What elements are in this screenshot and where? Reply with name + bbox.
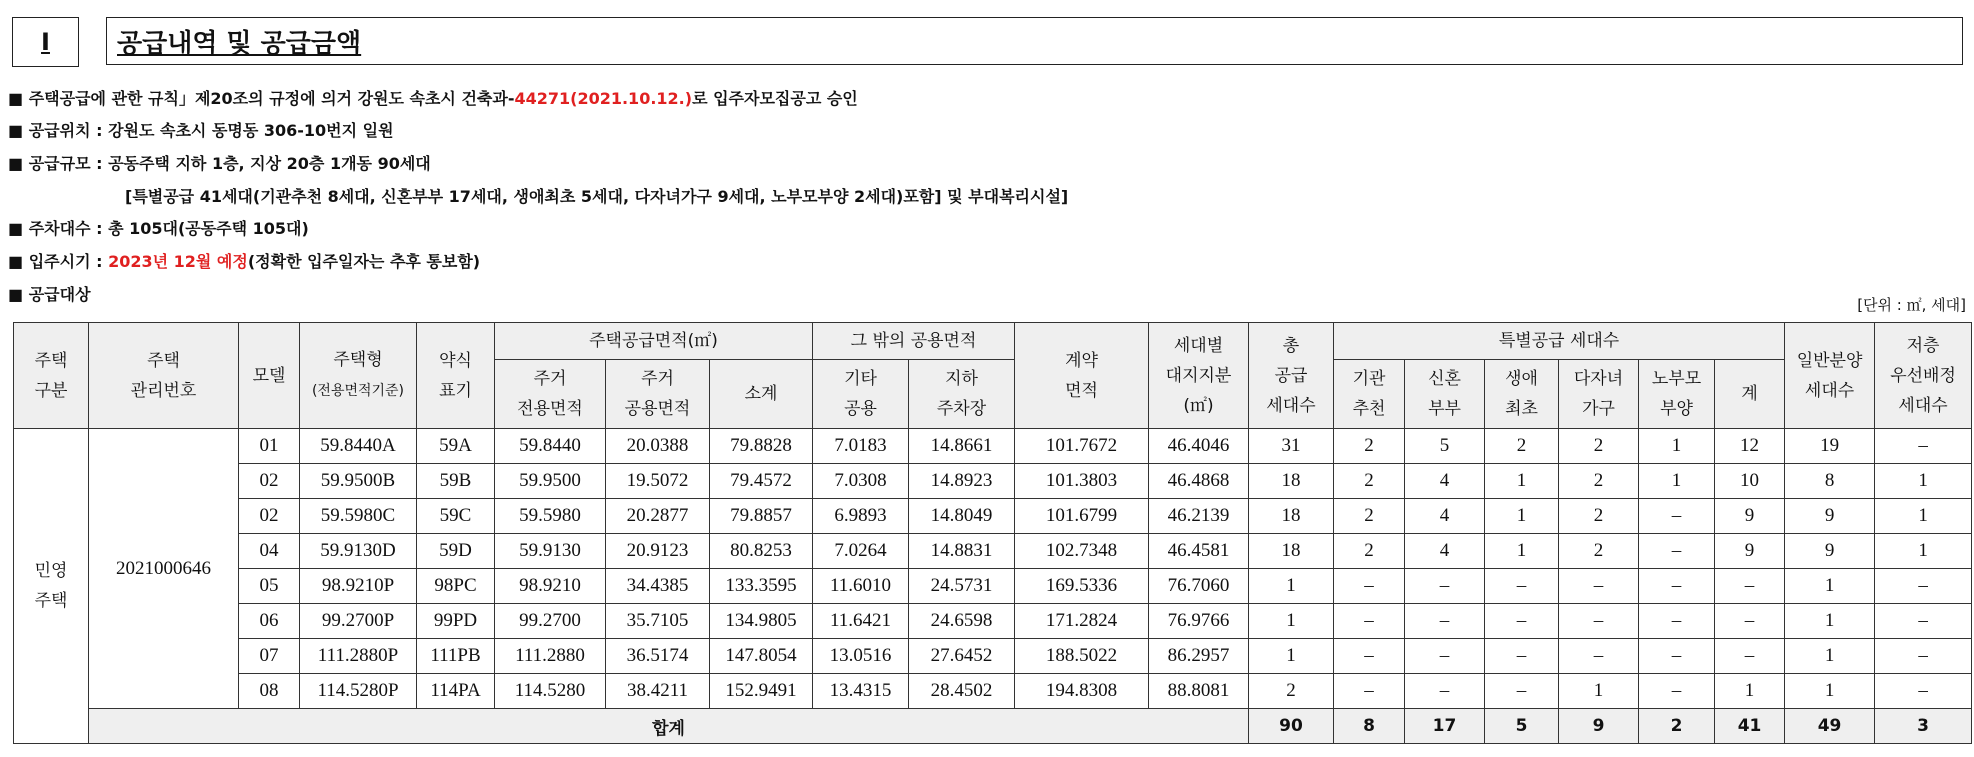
table-cell: 1 xyxy=(1715,674,1785,709)
table-cell: 1 xyxy=(1875,464,1972,499)
table-cell: 13.0516 xyxy=(813,639,909,674)
table-cell: 2 xyxy=(1559,534,1639,569)
bullet-marker: ■ xyxy=(8,252,24,271)
table-cell: – xyxy=(1639,674,1715,709)
table-cell: 19 xyxy=(1785,429,1875,464)
table-cell: 101.6799 xyxy=(1015,499,1149,534)
table-cell: 98.9210P xyxy=(300,569,417,604)
table-cell: 9 xyxy=(1785,534,1875,569)
table-cell: 4 xyxy=(1405,464,1485,499)
table-cell: 08 xyxy=(239,674,300,709)
table-cell: 1 xyxy=(1875,499,1972,534)
table-cell: 38.4211 xyxy=(606,674,710,709)
table-cell: 147.8054 xyxy=(710,639,813,674)
table-cell: 11.6421 xyxy=(813,604,909,639)
bullet-text: 공급대상 xyxy=(28,285,91,304)
table-cell: – xyxy=(1405,569,1485,604)
table-cell: 1 xyxy=(1485,534,1559,569)
table-cell: – xyxy=(1639,534,1715,569)
table-cell: – xyxy=(1639,499,1715,534)
table-cell: – xyxy=(1715,639,1785,674)
table-cell: 9 xyxy=(1715,499,1785,534)
bullet-text: 공급규모 : 공동주택 지하 1층, 지상 20층 1개동 90세대 xyxy=(28,154,431,173)
table-cell: 134.9805 xyxy=(710,604,813,639)
table-cell: 1 xyxy=(1485,464,1559,499)
supply-table xyxy=(13,322,1972,744)
table-cell: 28.4502 xyxy=(909,674,1015,709)
table-cell: – xyxy=(1559,569,1639,604)
total-cell: 2 xyxy=(1639,709,1715,744)
table-cell: 79.8857 xyxy=(710,499,813,534)
table-cell: 1 xyxy=(1785,604,1875,639)
bullet-marker: ■ xyxy=(8,89,24,108)
table-cell: 7.0308 xyxy=(813,464,909,499)
table-cell: 86.2957 xyxy=(1149,639,1249,674)
total-row xyxy=(14,709,1972,744)
table-cell: – xyxy=(1485,674,1559,709)
table-cell: 5 xyxy=(1405,429,1485,464)
table-cell: 1 xyxy=(1249,569,1334,604)
total-cell: 5 xyxy=(1485,709,1559,744)
table-cell: 59A xyxy=(417,429,495,464)
table-cell: 80.8253 xyxy=(710,534,813,569)
bullet-text: 주차대수 : 총 105대(공동주택 105대) xyxy=(28,219,309,238)
table-cell: – xyxy=(1875,639,1972,674)
col-header-total-units: 총 공급 세대수 xyxy=(1249,323,1334,429)
table-cell: 101.7672 xyxy=(1015,429,1149,464)
table-cell: 31 xyxy=(1249,429,1334,464)
bullet-text: 주택공급에 관한 규칙」제20조의 규정에 의거 강원도 속초시 건축과- xyxy=(28,89,515,108)
table-cell: 7.0183 xyxy=(813,429,909,464)
table-cell: – xyxy=(1875,674,1972,709)
table-body xyxy=(14,429,1972,744)
table-cell: 76.7060 xyxy=(1149,569,1249,604)
table-cell: 99.2700 xyxy=(495,604,606,639)
table-cell: 18 xyxy=(1249,534,1334,569)
total-cell: 9 xyxy=(1559,709,1639,744)
bullet-text: 로 입주자모집공고 승인 xyxy=(692,89,858,108)
col-header-subtotal: 소계 xyxy=(710,360,813,429)
table-cell: 59.9500 xyxy=(495,464,606,499)
table-cell: 10 xyxy=(1715,464,1785,499)
table-cell: 114.5280 xyxy=(495,674,606,709)
section-number: I xyxy=(41,28,50,56)
table-cell: 18 xyxy=(1249,464,1334,499)
table-cell: 07 xyxy=(239,639,300,674)
table-cell: 4 xyxy=(1405,499,1485,534)
table-cell: 98PC xyxy=(417,569,495,604)
table-cell: 1 xyxy=(1249,604,1334,639)
table-cell: 2 xyxy=(1334,464,1405,499)
table-cell: – xyxy=(1405,639,1485,674)
table-cell: 194.8308 xyxy=(1015,674,1149,709)
table-cell: 1 xyxy=(1785,569,1875,604)
table-cell: 18 xyxy=(1249,499,1334,534)
table-cell: – xyxy=(1334,604,1405,639)
table-cell: – xyxy=(1485,569,1559,604)
table-cell: 188.5022 xyxy=(1015,639,1149,674)
table-cell: 01 xyxy=(239,429,300,464)
table-cell: – xyxy=(1485,639,1559,674)
table-cell: 20.0388 xyxy=(606,429,710,464)
table-cell: – xyxy=(1405,674,1485,709)
table-cell: 4 xyxy=(1405,534,1485,569)
table-cell: 20.9123 xyxy=(606,534,710,569)
table-cell: 99PD xyxy=(417,604,495,639)
section-title-box xyxy=(106,17,1963,65)
table-cell: 79.4572 xyxy=(710,464,813,499)
table-cell: 59D xyxy=(417,534,495,569)
table-cell: 12 xyxy=(1715,429,1785,464)
table-cell: 7.0264 xyxy=(813,534,909,569)
table-cell: 2 xyxy=(1334,429,1405,464)
table-cell: 1 xyxy=(1559,674,1639,709)
table-cell: – xyxy=(1715,569,1785,604)
table-row xyxy=(14,569,1972,604)
table-cell: – xyxy=(1639,569,1715,604)
col-header-special-sum: 계 xyxy=(1715,360,1785,429)
table-cell: – xyxy=(1875,569,1972,604)
table-cell: 59.9130 xyxy=(495,534,606,569)
table-cell: 171.2824 xyxy=(1015,604,1149,639)
col-header-newlywed: 신혼 부부 xyxy=(1405,360,1485,429)
table-cell: 76.9766 xyxy=(1149,604,1249,639)
bullet-marker: ■ xyxy=(8,285,24,304)
table-cell: 133.3595 xyxy=(710,569,813,604)
table-cell: 05 xyxy=(239,569,300,604)
table-row xyxy=(14,674,1972,709)
section-number-box xyxy=(12,17,79,67)
table-cell: 88.8081 xyxy=(1149,674,1249,709)
table-cell: – xyxy=(1334,569,1405,604)
col-header-etc-common: 기타 공용 xyxy=(813,360,909,429)
bullet-text: 공급위치 : 강원도 속초시 동명동 306-10번지 일원 xyxy=(28,121,394,140)
table-cell: 46.4581 xyxy=(1149,534,1249,569)
col-header-land-share: 세대별 대지지분 (㎡) xyxy=(1149,323,1249,429)
table-cell: 34.4385 xyxy=(606,569,710,604)
table-cell: – xyxy=(1405,604,1485,639)
bullet-marker: ■ xyxy=(8,121,24,140)
col-header-common-area: 주거 공용면적 xyxy=(606,360,710,429)
col-header-parking: 지하 주차장 xyxy=(909,360,1015,429)
table-row xyxy=(14,499,1972,534)
total-cell: 17 xyxy=(1405,709,1485,744)
col-header-contract-area: 계약 면적 xyxy=(1015,323,1149,429)
unit-label: [단위 : ㎡, 세대] xyxy=(1857,296,1966,314)
bullet-movein xyxy=(8,249,480,272)
col-header-model: 모델 xyxy=(239,323,300,429)
table-cell: 59.8440A xyxy=(300,429,417,464)
table-cell: – xyxy=(1334,639,1405,674)
table-cell: 9 xyxy=(1785,499,1875,534)
col-header-multi-child: 다자녀 가구 xyxy=(1559,360,1639,429)
table-cell: 6.9893 xyxy=(813,499,909,534)
table-cell: 24.5731 xyxy=(909,569,1015,604)
table-cell: – xyxy=(1875,604,1972,639)
table-cell: 79.8828 xyxy=(710,429,813,464)
col-header-special-supply: 특별공급 세대수 xyxy=(1334,323,1785,360)
total-cell: 90 xyxy=(1249,709,1334,744)
table-cell: 114.5280P xyxy=(300,674,417,709)
table-cell: 111.2880 xyxy=(495,639,606,674)
col-header-institution: 기관 추천 xyxy=(1334,360,1405,429)
table-cell: 24.6598 xyxy=(909,604,1015,639)
col-header-excl-area: 주거 전용면적 xyxy=(495,360,606,429)
table-cell: 2 xyxy=(1559,464,1639,499)
cell-mgmt-no: 2021000646 xyxy=(89,429,239,709)
table-cell: 35.7105 xyxy=(606,604,710,639)
table-cell: 46.4868 xyxy=(1149,464,1249,499)
section-header xyxy=(12,17,1967,69)
bullet-text: [특별공급 41세대(기관추천 8세대, 신혼부부 17세대, 생애최초 5세대, 다자녀가구 9세대, 노부모부양 2세대)포함] 및 부대복리시설] xyxy=(125,187,1069,206)
col-header-elderly: 노부모 부양 xyxy=(1639,360,1715,429)
table-cell: 59C xyxy=(417,499,495,534)
table-cell: 1 xyxy=(1249,639,1334,674)
col-header-first-time: 생애 최초 xyxy=(1485,360,1559,429)
bullet-marker: ■ xyxy=(8,219,24,238)
table-cell: – xyxy=(1875,429,1972,464)
table-row xyxy=(14,534,1972,569)
table-cell: 14.8831 xyxy=(909,534,1015,569)
col-header-general-units: 일반분양 세대수 xyxy=(1785,323,1875,429)
table-cell: 19.5072 xyxy=(606,464,710,499)
table-cell: 06 xyxy=(239,604,300,639)
table-cell: 2 xyxy=(1334,499,1405,534)
table-cell: 46.2139 xyxy=(1149,499,1249,534)
table-cell: – xyxy=(1559,604,1639,639)
table-cell: 9 xyxy=(1715,534,1785,569)
table-cell: 14.8661 xyxy=(909,429,1015,464)
table-cell: 59.9500B xyxy=(300,464,417,499)
table-cell: 98.9210 xyxy=(495,569,606,604)
bullet-text: (정확한 입주일자는 추후 통보함) xyxy=(247,252,481,271)
table-cell: 59.9130D xyxy=(300,534,417,569)
table-cell: – xyxy=(1715,604,1785,639)
table-cell: 169.5336 xyxy=(1015,569,1149,604)
bullet-scale-detail xyxy=(125,184,1068,207)
col-header-other-area: 그 밖의 공용면적 xyxy=(813,323,1015,360)
col-header-abbr: 약식 표기 xyxy=(417,323,495,429)
table-row xyxy=(14,464,1972,499)
table-cell: – xyxy=(1639,604,1715,639)
table-row xyxy=(14,639,1972,674)
table-cell: 13.4315 xyxy=(813,674,909,709)
table-cell: 20.2877 xyxy=(606,499,710,534)
table-cell: 02 xyxy=(239,499,300,534)
total-cell: 49 xyxy=(1785,709,1875,744)
table-cell: 46.4046 xyxy=(1149,429,1249,464)
table-cell: – xyxy=(1639,639,1715,674)
table-cell: 1 xyxy=(1639,464,1715,499)
table-cell: 59B xyxy=(417,464,495,499)
bullet-target xyxy=(8,282,91,305)
bullet-parking xyxy=(8,216,309,239)
table-cell: 59.5980 xyxy=(495,499,606,534)
table-cell: 59.5980C xyxy=(300,499,417,534)
table-cell: 111PB xyxy=(417,639,495,674)
table-cell: 2 xyxy=(1559,429,1639,464)
table-cell: 1 xyxy=(1785,674,1875,709)
table-cell: 101.3803 xyxy=(1015,464,1149,499)
col-header-low-floor: 저층 우선배정 세대수 xyxy=(1875,323,1972,429)
table-cell: – xyxy=(1485,604,1559,639)
col-header-gubun: 주택 구분 xyxy=(14,323,89,429)
table-cell: 114PA xyxy=(417,674,495,709)
table-cell: 1 xyxy=(1785,639,1875,674)
total-cell: 3 xyxy=(1875,709,1972,744)
total-label: 합계 xyxy=(89,709,1249,744)
total-cell: 41 xyxy=(1715,709,1785,744)
table-cell: 102.7348 xyxy=(1015,534,1149,569)
table-cell: 14.8049 xyxy=(909,499,1015,534)
table-cell: 1 xyxy=(1875,534,1972,569)
table-cell: 11.6010 xyxy=(813,569,909,604)
table-row xyxy=(14,604,1972,639)
bullet-highlight: 44271(2021.10.12.) xyxy=(514,89,693,108)
table-cell: 14.8923 xyxy=(909,464,1015,499)
table-cell: 2 xyxy=(1485,429,1559,464)
table-row xyxy=(14,429,1972,464)
bullet-approval xyxy=(8,86,858,109)
bullet-marker: ■ xyxy=(8,154,24,173)
table-cell: 1 xyxy=(1639,429,1715,464)
table-cell: 2 xyxy=(1334,534,1405,569)
table-cell: 59.8440 xyxy=(495,429,606,464)
col-header-type: 주택형 (전용면적기준) xyxy=(300,323,417,429)
total-cell: 8 xyxy=(1334,709,1405,744)
table-cell: 99.2700P xyxy=(300,604,417,639)
table-cell: – xyxy=(1559,639,1639,674)
table-cell: 2 xyxy=(1559,499,1639,534)
table-cell: 27.6452 xyxy=(909,639,1015,674)
section-title: 공급내역 및 공급금액 xyxy=(117,28,362,59)
cell-gubun: 민영 주택 xyxy=(14,429,89,744)
table-cell: 02 xyxy=(239,464,300,499)
table-cell: 8 xyxy=(1785,464,1875,499)
bullet-location xyxy=(8,118,394,141)
table-cell: – xyxy=(1334,674,1405,709)
table-cell: 2 xyxy=(1249,674,1334,709)
table-cell: 1 xyxy=(1485,499,1559,534)
table-cell: 152.9491 xyxy=(710,674,813,709)
col-header-mgmt-no: 주택 관리번호 xyxy=(89,323,239,429)
bullet-highlight: 2023년 12월 예정 xyxy=(108,252,248,271)
col-header-supply-area: 주택공급면적(㎡) xyxy=(495,323,813,360)
table-cell: 111.2880P xyxy=(300,639,417,674)
bullet-scale xyxy=(8,151,431,174)
table-cell: 36.5174 xyxy=(606,639,710,674)
bullet-text: 입주시기 : xyxy=(28,252,109,271)
table-cell: 04 xyxy=(239,534,300,569)
